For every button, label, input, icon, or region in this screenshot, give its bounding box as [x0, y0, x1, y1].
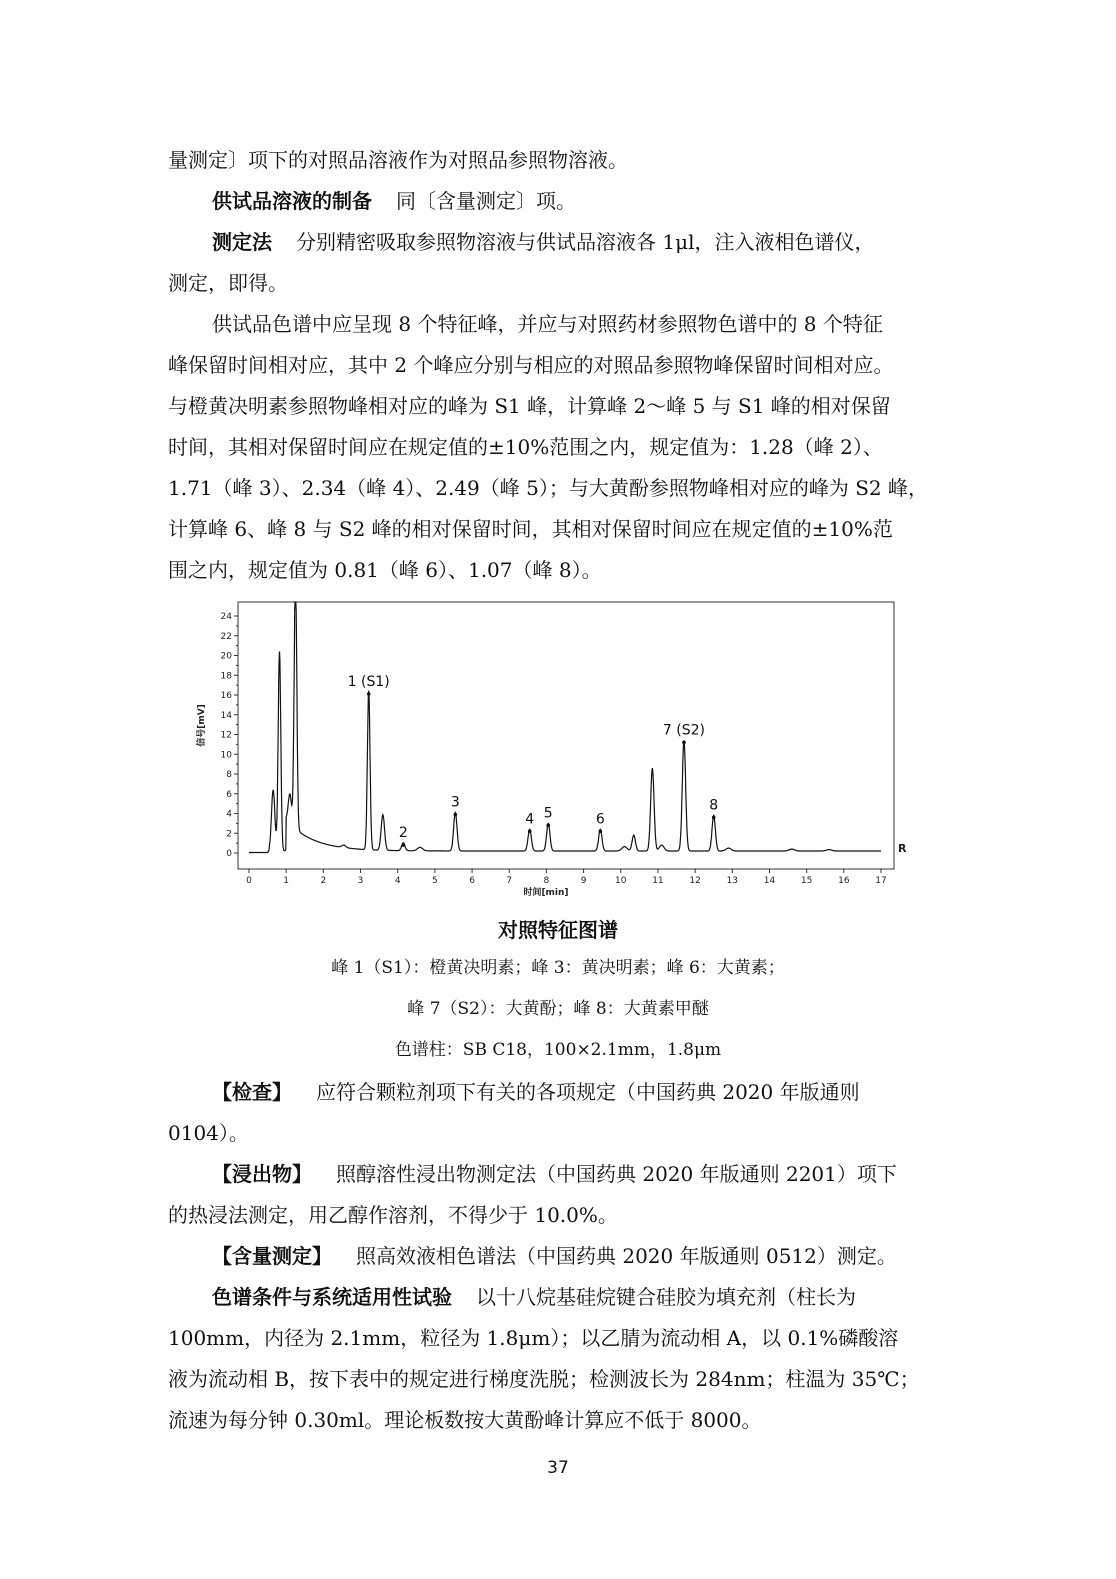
paragraph-line: 液为流动相 B，按下表中的规定进行梯度洗脱；检测波长为 284nm；柱温为 35℃；	[168, 1367, 920, 1391]
paragraph-text: 照醇溶性浸出物测定法（中国药典 2020 年版通则 2201）项下	[336, 1162, 897, 1186]
x-tick-label: 1	[283, 876, 290, 886]
y-tick-label: 16	[220, 691, 232, 701]
y-tick-label: 2	[226, 829, 232, 840]
y-tick-label: 12	[220, 730, 232, 741]
peak-label: 8	[709, 797, 719, 814]
x-tick-label: 2	[320, 876, 327, 886]
peak-marker	[367, 692, 371, 696]
paragraph-line: 供试品色谱中应呈现 8 个特征峰，并应与对照药材参照物色谱中的 8 个特征	[212, 312, 883, 336]
x-tick-label: 9	[580, 876, 587, 886]
peak-marker	[682, 741, 686, 745]
x-tick-label: 14	[763, 876, 776, 886]
peak-marker	[528, 829, 532, 833]
x-axis-label: 时间[min]	[523, 888, 569, 898]
y-tick-label: 4	[226, 809, 232, 820]
section-heading: 【检查】	[212, 1080, 292, 1104]
paragraph-line: 0104）。	[168, 1121, 249, 1145]
section-heading: 供试品溶液的制备	[212, 189, 372, 213]
paragraph-line: 流速为每分钟 0.30ml。理论板数按大黄酚峰计算应不低于 8000。	[168, 1408, 762, 1432]
paragraph-text: 分别精密吸取参照物溶液与供试品溶液各 1μl，注入液相色谱仪，	[296, 230, 875, 254]
y-axis-label: 信号[mV]	[197, 704, 207, 747]
paragraph-line	[212, 1160, 897, 1188]
y-tick-label: 18	[220, 671, 232, 682]
paragraph-line	[212, 1078, 860, 1106]
peak-marker	[401, 843, 405, 847]
paragraph-text: 应符合颗粒剂项下有关的各项规定（中国药典 2020 年版通则	[316, 1080, 860, 1104]
chart-title: 对照特征图谱	[498, 918, 618, 942]
x-tick-label: 6	[469, 876, 475, 886]
y-tick-label: 10	[220, 750, 232, 761]
paragraph-text: 同〔含量测定〕项。	[396, 189, 576, 213]
chart-caption-line: 色谱柱：SB C18，100×2.1mm，1.8μm	[394, 1040, 722, 1060]
x-tick-label: 16	[838, 876, 850, 886]
paragraph-line: 计算峰 6、峰 8 与 S2 峰的相对保留时间，其相对保留时间应在规定值的±10%范	[168, 517, 893, 541]
x-tick-label: 5	[432, 876, 438, 886]
y-tick-label: 24	[220, 612, 232, 622]
x-tick-label: 15	[800, 876, 813, 886]
x-tick-label: 12	[689, 876, 701, 886]
x-tick-label: 7	[506, 876, 513, 886]
paragraph-line: 量测定〕项下的对照品溶液作为对照品参照物溶液。	[168, 148, 628, 172]
section-heading: 【含量测定】	[212, 1244, 332, 1268]
paragraph-line: 测定，即得。	[168, 271, 288, 295]
paragraph-line	[212, 1283, 856, 1311]
x-tick-label: 0	[246, 876, 252, 886]
y-tick-label: 14	[220, 710, 232, 721]
end-marker-label: R	[898, 842, 907, 856]
x-tick-label: 13	[726, 876, 739, 886]
x-tick-label: 4	[394, 876, 401, 886]
chromatogram-chart	[190, 596, 920, 898]
paragraph-text: 以十八烷基硅烷键合硅胶为填充剂（柱长为	[476, 1285, 856, 1309]
paragraph-line: 时间，其相对保留时间应在规定值的±10%范围之内，规定值为：1.28（峰 2）、	[168, 435, 883, 459]
peak-label: 4	[525, 811, 535, 828]
y-tick-label: 8	[226, 770, 232, 780]
signal-trace	[249, 602, 881, 853]
paragraph-line: 围之内，规定值为 0.81（峰 6）、1.07（峰 8）。	[168, 558, 602, 582]
chart-caption-line: 峰 7（S2）：大黄酚；峰 8：大黄素甲醚	[407, 999, 709, 1019]
chart-caption-line: 峰 1（S1）：橙黄决明素；峰 3：黄决明素；峰 6：大黄素；	[331, 958, 785, 978]
page-number: 37	[547, 1458, 569, 1478]
peak-label: 2	[398, 825, 408, 842]
section-heading: 【浸出物】	[212, 1162, 312, 1186]
paragraph-line	[212, 1242, 897, 1270]
section-heading: 色谱条件与系统适用性试验	[212, 1285, 452, 1309]
peak-marker	[599, 829, 603, 833]
peak-marker	[454, 813, 458, 817]
x-tick-label: 3	[357, 876, 364, 886]
plot-frame	[238, 602, 894, 869]
peak-label: 1 (S1)	[347, 674, 390, 691]
peak-marker	[712, 816, 716, 820]
paragraph-line: 峰保留时间相对应，其中 2 个峰应分别与相应的对照品参照物峰保留时间相对应。	[168, 353, 894, 377]
paragraph-line: 与橙黄决明素参照物峰相对应的峰为 S1 峰，计算峰 2～峰 5 与 S1 峰的相对保留	[168, 394, 891, 418]
peak-marker	[546, 824, 550, 828]
peak-label: 6	[595, 811, 605, 828]
x-tick-label: 8	[543, 876, 550, 886]
paragraph-text: 照高效液相色谱法（中国药典 2020 年版通则 0512）测定。	[356, 1244, 897, 1268]
paragraph-line: 100mm，内径为 2.1mm，粒径为 1.8μm）；以乙腈为流动相 A，以 0.1%磷酸溶	[168, 1326, 899, 1350]
peak-label: 5	[543, 805, 553, 822]
peak-label: 7 (S2)	[662, 722, 706, 739]
peak-label: 3	[450, 794, 460, 811]
x-tick-label: 17	[875, 876, 887, 886]
paragraph-line: 1.71（峰 3）、2.34（峰 4）、2.49（峰 5）；与大黄酚参照物峰相对应的峰为 S2 峰，	[168, 476, 928, 500]
y-tick-label: 0	[226, 849, 232, 859]
y-tick-label: 6	[226, 789, 232, 800]
y-tick-label: 22	[220, 631, 232, 642]
y-tick-label: 20	[220, 651, 232, 662]
paragraph-line	[212, 228, 874, 256]
x-tick-label: 11	[652, 876, 664, 886]
paragraph-line: 的热浸法测定，用乙醇作溶剂，不得少于 10.0%。	[168, 1203, 618, 1227]
paragraph-line	[212, 187, 576, 215]
x-tick-label: 10	[615, 876, 627, 886]
section-heading: 测定法	[212, 230, 272, 254]
